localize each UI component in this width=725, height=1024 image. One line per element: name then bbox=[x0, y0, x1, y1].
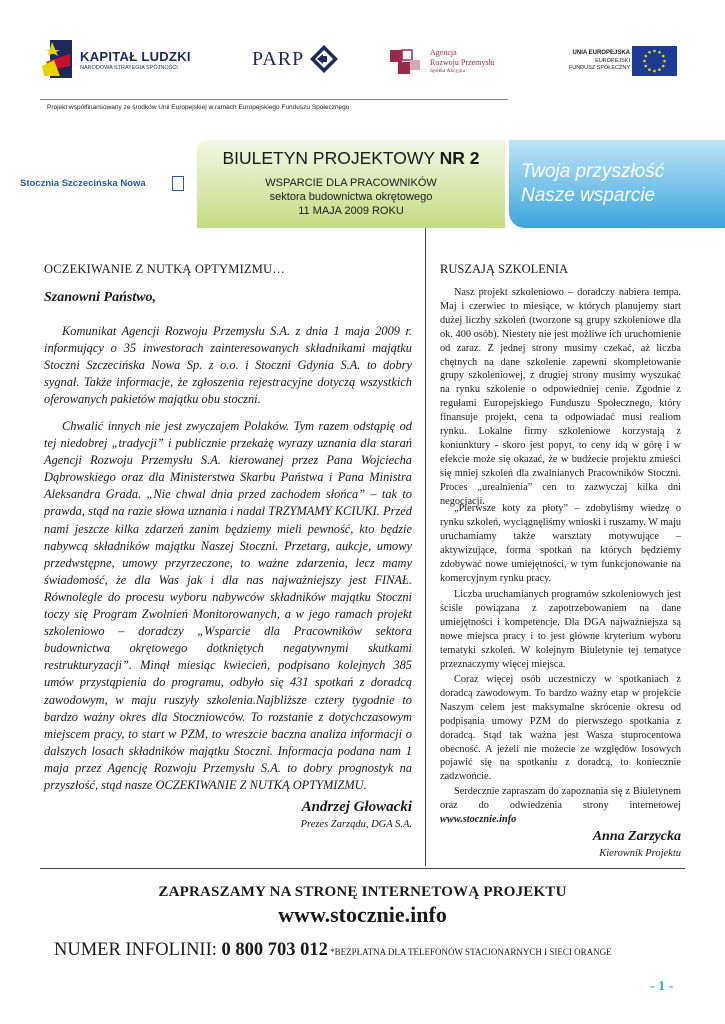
eu-flag-icon bbox=[632, 46, 677, 76]
arp-blocks-icon bbox=[388, 46, 422, 76]
left-signature-role: Prezes Zarządu, DGA S.A. bbox=[300, 819, 412, 830]
left-paragraph-2: Chwalić innych nie jest zwyczajem Polaków. Tym razem odstąpię od tej niedobrej „tradycji” i publicznie przekażę wyrazy uznania dla starań Agencji Rozwoju Przemysłu S.A. kierowanej przez Pana Wojciecha Dąbrowskiego oraz dla Ministerstwa Skarbu Państwa i Pana Ministra Aleksandra Grada. „Nie chwal dnia przed zachodem słońca” – tak to prawda, stąd na razie słowa uznania i nadal TRZYMAMY KCIUKI. Przed nami jeszcze kilka zdarzeń zanim będziemy mieli pewność, kto będzie nabywcą składników majątku Naszej Stoczni. Przetarg, aukcje, umowy przedwstępne, umowy przyrzeczone, to ważne zdarzenia, lecz mamy świadomość, że dla Was jak i dla nas najważniejszy jest FINAŁ. Równolegle do procesu wyboru nabywców składników majątku Stoczni toczy się Program Zwolnień Monitorowanych, a w jego ramach projekt szkoleniowo – doradczy „Wsparcie dla Pracowników sektora budownictwa okrętowego dotkniętych negatywnymi skutkami restrukturyzacji”. Minął miesiąc kwiecień, podpisano kolejnych 385 umów przystąpienia do programu, odbyło się 431 spotkań z doradcą zawodowym, w maju ruszyły szkolenia.Najbliższe cztery tygodnie to bardzo ważny okres dla Stoczniowców. To rozstanie z dotychczasowym miejscem pracy, to start w PZM, to wreszcie baczna analiza informacji o dalszych losach składników majątku Stoczni. Informacja podana nam 1 maja przez Agencję Rozwoju Przemysłu S.A. to dobry prognostyk na przyszłość, stąd nasze OCZEKIWANIE Z NUTKĄ OPTYMIZMU. bbox=[44, 419, 412, 792]
right-paragraph-2: „Pierwsze koty za płoty” – zdobyliśmy wiedzę o rynku szkoleń, wyciągnęliśmy wnioski i ruszamy. W maju uruchamiamy także warsztaty motywujące – aktywizujące, forma spotkań na których będziemy zdobywać nowe umiejętności, w tym funkcjonowanie na komercyjnym rynku pracy. bbox=[440, 503, 681, 584]
ue-line3: FUNDUSZ SPOŁECZNY bbox=[568, 65, 630, 71]
infoline-number: 0 800 703 012 bbox=[221, 940, 328, 960]
company-emblem-icon bbox=[172, 176, 184, 191]
cofinancing-note: Projekt współfinansowany ze środków Unii Europejskiej w ramach Europejskiego Funduszu Społecznego bbox=[47, 104, 350, 111]
infoline-label: NUMER INFOLINII: bbox=[54, 940, 222, 960]
parp-diamond-icon bbox=[309, 44, 339, 74]
kapital-ludzki-logo bbox=[40, 36, 195, 86]
arp-logo bbox=[388, 44, 508, 80]
arp-line3: Spółka Akcyjna bbox=[430, 68, 465, 74]
slogan-line-1: Twoja przyszłość bbox=[521, 161, 665, 182]
arp-line2: Rozwoju Przemysłu bbox=[430, 58, 495, 67]
greeting: Szanowni Państwo, bbox=[44, 290, 157, 305]
slogan-box bbox=[509, 140, 725, 228]
left-paragraph-1: Komunikat Agencji Rozwoju Przemysłu S.A. z dnia 1 maja 2009 r. informujący o 35 inwestorach zainteresowanych składnikami majątku Stoczni Szczecińska Nowa Sp. z o.o. i Stoczni Gdynia S.A. to dobry sygnał. Także informacje, że zgłoszenia rejestracyjne dotyczą wszystkich oferowanych pakietów majątku obu stoczni. bbox=[44, 324, 412, 407]
right-signature-name: Anna Zarzycka bbox=[592, 829, 681, 844]
bulletin-title-box bbox=[197, 140, 505, 228]
header-divider bbox=[40, 99, 508, 100]
kapital-ludzki-title: KAPITAŁ LUDZKI bbox=[80, 49, 191, 64]
right-paragraph-5-text: Serdecznie zapraszam do zapoznania się z Biuletynem oraz do odwiedzenia strony internetowej bbox=[440, 786, 681, 811]
bulletin-date: 11 MAJA 2009 ROKU bbox=[298, 205, 404, 217]
parp-logo bbox=[252, 44, 342, 80]
footer-divider bbox=[40, 868, 685, 869]
kapital-ludzki-star-icon bbox=[40, 36, 74, 80]
slogan-line-2: Nasze wsparcie bbox=[521, 185, 656, 206]
right-paragraph-1: Nasz projekt szkoleniowo – doradczy nabiera tempa. Maj i czerwiec to miesiące, w których planujemy start dużej liczby szkoleń (tworzone są grupy szkoleniowe dla ok. 400 osób). Niestety nie jest możliwe ich uruchomienie od zaraz. Z jednej strony musimy czekać, aż liczba chętnych na dane szkolenie zapewni skompletowanie grupy szkoleniowej, z drugiej strony musimy wyszukać na rynku szkolenie o odpowiedniej cenie. Zgodnie z regułami Europejskiego Funduszu Społecznego, który finansuje projekt, cena ta odpowiadać musi realiom rynku. Lokalne firmy szkoleniowe korzystają z koniunktury - skoro jest popyt, to ceny idą w górę i w efekcie może się okazać, że w budżecie projektu zmieści się mniej szkoleń dla zwalnianych Pracowników Stoczni. Proces „urealnienia” cen to zazwyczaj kilka dni negocjacji. bbox=[440, 287, 681, 507]
right-paragraph-4: Coraz więcej osób uczestniczy w spotkaniach z doradcą zawodowym. To bardzo ważny etap w projekcie Naszym celem jest maksymalne skrócenie okresu od podpisania umowy PZM do pierwszego spotkania z doradcą. Stąd tak ważna jest Wasza stuprocentowa obecność. A jeżeli nie możecie ze względów losowych pojawić się na spotkaniu z doradcą, to koniecznie zadzwońcie. bbox=[440, 674, 681, 783]
ue-label bbox=[560, 50, 630, 73]
left-article-heading: OCZEKIWANIE Z NUTKĄ OPTYMIZMU… bbox=[44, 262, 286, 276]
page-number: - 1 - bbox=[650, 979, 674, 994]
ue-line1: UNIA EUROPEJSKA bbox=[572, 50, 630, 56]
bulletin-title bbox=[197, 148, 505, 169]
infoline-note: *BEZPŁATNA DLA TELEFONÓW STACJONARNYCH I SIECI ORANGE bbox=[327, 947, 612, 957]
website-link-inline[interactable]: www.stocznie.info bbox=[440, 813, 517, 825]
infoline bbox=[54, 940, 612, 961]
right-article-heading: RUSZAJĄ SZKOLENIA bbox=[440, 262, 569, 276]
footer-invite: ZAPRASZAMY NA STRONĘ INTERNETOWĄ PROJEKTU bbox=[158, 884, 567, 900]
footer-website-link[interactable]: www.stocznie.info bbox=[278, 902, 447, 927]
arp-line1: Agencja bbox=[430, 48, 457, 57]
bulletin-subtitle-2: sektora budownictwa okrętowego bbox=[269, 191, 433, 203]
bulletin-title-main: BIULETYN PROJEKTOWY bbox=[222, 148, 440, 168]
parp-name: PARP bbox=[252, 48, 305, 70]
right-signature-role: Kierownik Projektu bbox=[599, 848, 681, 859]
bulletin-subtitle-1: WSPARCIE DLA PRACOWNIKÓW bbox=[265, 177, 437, 189]
right-paragraph-3: Liczba uruchamianych programów szkoleniowych jest ściśle powiązana z zapotrzebowaniem na dane umiejętności i kompetencje. Dla DGA najważniejsza są nowe miejsca pracy i to jest główne kryterium wyboru tematyki szkoleń. W kolejnym Biuletynie tej tematyce przeznaczymy więcej miejsca. bbox=[440, 589, 681, 670]
column-divider bbox=[425, 228, 426, 866]
company-name: Stocznia Szczecińska Nowa bbox=[20, 178, 146, 189]
right-paragraph-5 bbox=[440, 785, 681, 827]
bulletin-number: NR 2 bbox=[439, 148, 480, 168]
kapital-ludzki-subtitle: NARODOWA STRATEGIA SPÓJNOŚCI bbox=[80, 65, 178, 71]
left-signature-name: Andrzej Głowacki bbox=[301, 799, 412, 815]
ue-line2: EUROPEJSKI bbox=[595, 57, 630, 64]
